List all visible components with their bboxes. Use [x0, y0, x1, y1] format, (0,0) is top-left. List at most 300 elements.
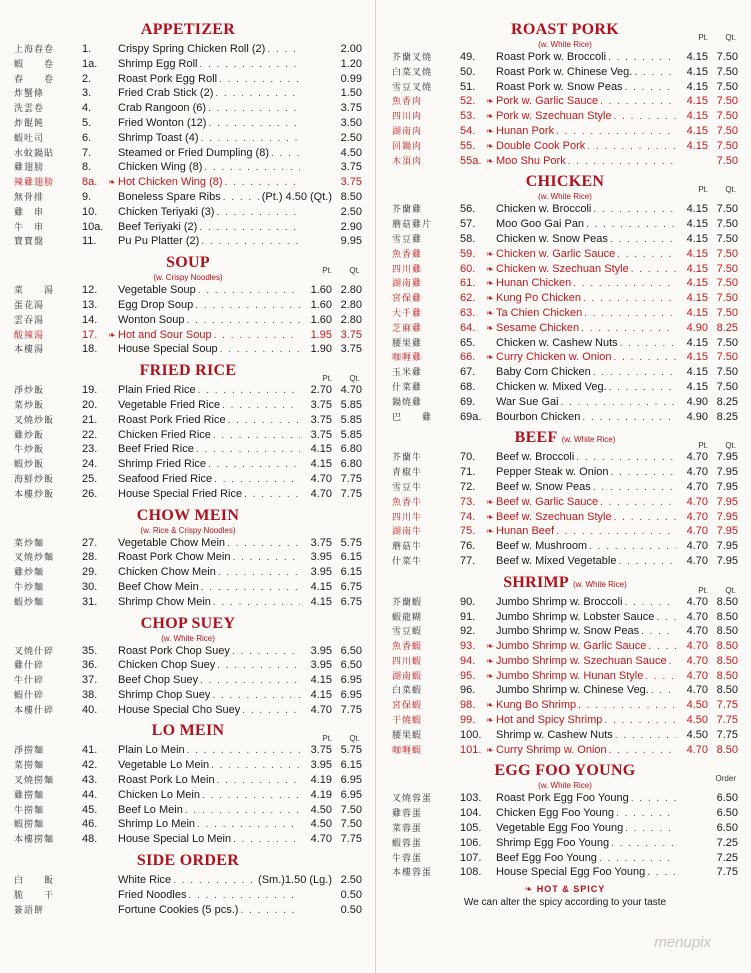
- menu-item[interactable]: [14, 743, 362, 758]
- item-name: Chicken Wing (8): [118, 161, 203, 174]
- column-labels: [708, 774, 736, 783]
- menu-item[interactable]: [14, 116, 362, 131]
- item-name: Pork w. Garlic Sauce: [496, 95, 599, 108]
- item-price: 6.50: [716, 807, 738, 820]
- menu-item[interactable]: [14, 658, 362, 673]
- item-price-pint: 4.70: [686, 625, 708, 638]
- menu-item[interactable]: [392, 669, 738, 684]
- item-chinese-name: 芥蘭雞: [392, 205, 423, 216]
- leader-dots: [581, 322, 676, 337]
- leader-dots: [625, 596, 676, 611]
- item-chinese-name: 巴 雞: [392, 412, 433, 423]
- item-price-pint: 4.70: [310, 487, 332, 500]
- item-price: 5.85: [340, 413, 362, 426]
- item-number: 11.: [82, 235, 97, 248]
- leader-dots: [620, 337, 676, 352]
- menu-item[interactable]: [14, 788, 362, 803]
- column-labels: [304, 266, 360, 275]
- menu-item[interactable]: [14, 328, 362, 343]
- item-price: 9.95: [340, 235, 362, 248]
- item-price: 6.95: [340, 674, 362, 687]
- item-price: 0.50: [340, 888, 362, 901]
- item-chinese-name: 雪豆雞: [392, 234, 423, 245]
- leader-dots: [609, 381, 676, 396]
- item-price: 7.50: [716, 247, 738, 260]
- section-subtitle: (w. White Rice): [538, 781, 592, 791]
- menu-item[interactable]: [392, 480, 738, 495]
- item-number: 53.: [460, 110, 476, 123]
- item-number: 71.: [460, 466, 476, 479]
- item-chinese-name: 湖南蝦: [392, 671, 423, 682]
- item-name: Plain Lo Mein: [118, 744, 185, 757]
- item-number: 58.: [460, 232, 476, 245]
- menu-item[interactable]: [392, 821, 738, 836]
- item-chinese-name: 洗雲卷: [14, 104, 45, 115]
- item-name: Crispy Spring Chicken Roll (2): [118, 43, 266, 55]
- item-price: 7.50: [716, 262, 738, 275]
- menu-item[interactable]: [14, 283, 362, 298]
- item-chinese-name: 本樓撈麵: [14, 835, 55, 846]
- menu-item[interactable]: [14, 817, 362, 832]
- leader-dots: [212, 689, 300, 704]
- pepper-icon: ❧: [108, 329, 116, 340]
- leader-dots: [244, 488, 300, 503]
- item-price-pint: 1.60: [310, 313, 332, 326]
- item-name: Chicken w. Szechuan Style: [496, 262, 629, 275]
- menu-item[interactable]: [14, 175, 362, 190]
- menu-item[interactable]: [14, 101, 362, 116]
- item-name: Jumbo Shrimp w. Szechuan Sauce: [496, 654, 667, 667]
- item-chinese-name: 白 飯: [14, 876, 55, 887]
- menu-item[interactable]: [14, 86, 362, 101]
- column-labels: [680, 33, 736, 42]
- item-price: 7.95: [716, 510, 738, 523]
- menu-item[interactable]: [392, 654, 738, 669]
- menu-item[interactable]: [392, 336, 738, 351]
- menu-item[interactable]: [14, 688, 362, 703]
- item-name: Roast Pork Egg Foo Young: [496, 792, 629, 805]
- menu-item[interactable]: [392, 639, 738, 654]
- item-chinese-name: 蝦什碎: [14, 690, 45, 701]
- item-name: Pu Pu Platter (2): [118, 235, 200, 248]
- menu-item[interactable]: [392, 65, 738, 80]
- item-number: 42.: [82, 759, 98, 772]
- item-number: 69.: [460, 395, 476, 408]
- item-price: 7.95: [716, 554, 738, 567]
- menu-item[interactable]: [14, 472, 362, 487]
- leader-dots: [204, 161, 300, 176]
- menu-item[interactable]: [392, 139, 738, 154]
- menu-item[interactable]: [392, 624, 738, 639]
- item-price: 7.95: [716, 525, 738, 538]
- hot-spicy-legend: [392, 884, 738, 895]
- pepper-icon: ❧: [486, 263, 494, 274]
- menu-item[interactable]: [14, 773, 362, 788]
- item-price: 1.20: [340, 57, 362, 70]
- item-number: 35.: [82, 644, 98, 657]
- item-price-pint: 4.15: [686, 277, 708, 290]
- leader-dots: [656, 611, 676, 626]
- menu-item[interactable]: [14, 146, 362, 161]
- menu-item[interactable]: [14, 234, 362, 249]
- item-name: Beef Egg Foo Young: [496, 851, 597, 864]
- item-price-pint: 4.15: [310, 458, 332, 471]
- menu-item[interactable]: [392, 713, 738, 728]
- menu-item[interactable]: [392, 291, 738, 306]
- item-name: Beef w. Snow Peas: [496, 480, 591, 493]
- item-name: Bourbon Chicken: [496, 410, 581, 423]
- menu-item[interactable]: [14, 57, 362, 72]
- menu-item[interactable]: [392, 836, 738, 851]
- menu-item[interactable]: [14, 72, 362, 87]
- item-name: Beef w. Mixed Vegetable: [496, 554, 617, 567]
- menu-item[interactable]: [392, 410, 738, 425]
- item-price-pint: 4.15: [686, 262, 708, 275]
- item-chinese-name: 蘑菇牛: [392, 542, 423, 553]
- leader-dots: [576, 451, 676, 466]
- item-price-pint: 4.70: [686, 480, 708, 493]
- menu-item[interactable]: [392, 554, 738, 569]
- menu-item[interactable]: [14, 803, 362, 818]
- item-chinese-name: 白菜蝦: [392, 686, 423, 697]
- item-name: Curry Chicken w. Onion: [496, 351, 612, 364]
- item-price: 7.75: [716, 714, 738, 727]
- item-number: 93.: [460, 640, 476, 653]
- menu-item[interactable]: [392, 124, 738, 139]
- item-price: 6.80: [340, 458, 362, 471]
- column-label: Pt.: [322, 734, 332, 744]
- menu-item[interactable]: [392, 365, 738, 380]
- leader-dots: [208, 117, 300, 132]
- item-name: Hot and Sour Soup: [118, 328, 212, 341]
- item-price: 6.15: [340, 566, 362, 579]
- item-number: 19.: [82, 384, 98, 397]
- item-price: 4.70: [340, 384, 362, 397]
- leader-dots: [199, 221, 300, 236]
- leader-dots: [233, 833, 300, 848]
- leader-dots: [609, 744, 676, 759]
- menu-item[interactable]: [14, 888, 362, 903]
- item-number: 66.: [460, 351, 476, 364]
- item-price: 7.95: [716, 480, 738, 493]
- menu-item[interactable]: [14, 342, 362, 357]
- menu-item[interactable]: [14, 832, 362, 847]
- menu-item[interactable]: [392, 306, 738, 321]
- item-price-pint: 4.70: [686, 554, 708, 567]
- leader-dots: [600, 496, 676, 511]
- item-name: Moo Shu Pork: [496, 154, 566, 167]
- menu-section-roast-pork: [392, 20, 738, 168]
- item-number: 43.: [82, 774, 98, 787]
- item-name: Hunan Chicken: [496, 277, 572, 290]
- section-header: [392, 761, 738, 783]
- leader-dots: [586, 218, 676, 233]
- item-price: 3.75: [340, 328, 362, 341]
- leader-dots: [573, 277, 676, 292]
- item-name: Vegetable Lo Mein: [118, 759, 210, 772]
- item-number: 41.: [82, 744, 98, 757]
- menu-item[interactable]: [14, 428, 362, 443]
- item-price: 3.75: [340, 102, 362, 115]
- leader-dots: [648, 640, 676, 655]
- item-number: 107.: [460, 851, 482, 864]
- menu-item[interactable]: [14, 595, 362, 610]
- menu-item[interactable]: [14, 487, 362, 502]
- menu-item[interactable]: [392, 743, 738, 758]
- item-name: Wonton Soup: [118, 313, 185, 326]
- item-price: 3.75: [340, 161, 362, 174]
- menu-item[interactable]: [392, 109, 738, 124]
- leader-dots: [561, 396, 676, 411]
- menu-item[interactable]: [392, 450, 738, 465]
- item-price-pint: 4.15: [686, 292, 708, 305]
- item-name: Baby Corn Chicken: [496, 366, 591, 379]
- item-chinese-name: 叉燒撈麵: [14, 776, 55, 787]
- leader-dots: [608, 51, 676, 66]
- item-price-pint: 4.15: [686, 336, 708, 349]
- menu-item[interactable]: [392, 683, 738, 698]
- item-name: Shrimp Toast (4): [118, 131, 199, 144]
- item-name: Chicken Fried Rice: [118, 428, 211, 441]
- menu-item[interactable]: [392, 321, 738, 336]
- item-price: 8.50: [716, 654, 738, 667]
- item-price: 7.75: [716, 866, 738, 879]
- item-number: 96.: [460, 684, 476, 697]
- menu-item[interactable]: [14, 565, 362, 580]
- menu-item[interactable]: [392, 595, 738, 610]
- leader-dots: [589, 540, 676, 555]
- item-price-pint: 4.70: [686, 466, 708, 479]
- item-chinese-name: 蘑菇雞片: [392, 220, 433, 231]
- section-title: CHICKEN: [525, 173, 605, 191]
- menu-item[interactable]: [392, 50, 738, 65]
- leader-dots: [587, 140, 676, 155]
- item-chinese-name: 本樓蓉蛋: [392, 868, 433, 879]
- item-price: 2.50: [340, 131, 362, 144]
- item-chinese-name: 四川雞: [392, 264, 423, 275]
- item-price-pint: 3.95: [310, 659, 332, 672]
- item-name: Chicken w. Mixed Veg.: [496, 380, 607, 393]
- menu-item[interactable]: [14, 703, 362, 718]
- item-price: 8.25: [716, 410, 738, 423]
- item-name: House Special Soup: [118, 343, 218, 356]
- item-chinese-name: 菜撈麵: [14, 761, 45, 772]
- item-price: 7.50: [716, 366, 738, 379]
- item-price: 7.75: [340, 833, 362, 846]
- leader-dots: [615, 729, 676, 744]
- menu-item[interactable]: [14, 550, 362, 565]
- menu-item[interactable]: [392, 610, 738, 625]
- item-name: Jumbo Shrimp w. Snow Peas: [496, 625, 640, 638]
- item-price-pint: 4.19: [310, 774, 332, 787]
- menu-item[interactable]: [14, 313, 362, 328]
- menu-section-chow-mein: [14, 506, 362, 610]
- menu-item[interactable]: [14, 398, 362, 413]
- leader-dots: [556, 125, 676, 140]
- item-price-pint: 4.70: [686, 640, 708, 653]
- item-chinese-name: 芥蘭叉燒: [392, 53, 433, 63]
- item-price: 7.75: [716, 699, 738, 712]
- item-number: 101.: [460, 743, 482, 756]
- menu-item[interactable]: [14, 644, 362, 659]
- item-chinese-name: 雞 串: [14, 207, 45, 218]
- section-title: LO MEIN: [151, 722, 225, 740]
- leader-dots: [617, 248, 676, 263]
- item-name: Curry Shrimp w. Onion: [496, 743, 607, 756]
- item-chinese-name: 魚香蝦: [392, 642, 423, 653]
- menu-item[interactable]: [392, 262, 738, 277]
- leader-dots: [240, 904, 300, 919]
- menu-item[interactable]: [14, 536, 362, 551]
- menu-item[interactable]: [14, 42, 362, 57]
- menu-item[interactable]: [14, 298, 362, 313]
- item-price-pint: 4.15: [686, 306, 708, 319]
- menu-item[interactable]: [392, 495, 738, 510]
- item-chinese-name: 菜蓉蛋: [392, 824, 423, 835]
- menu-item[interactable]: [392, 232, 738, 247]
- leader-dots: [593, 481, 676, 496]
- menu-item[interactable]: [392, 510, 738, 525]
- item-chinese-name: 蝦炒飯: [14, 460, 45, 471]
- item-name: Shrimp Chow Mein: [118, 595, 211, 608]
- item-chinese-name: 湖南雞: [392, 279, 423, 290]
- menu-item[interactable]: [392, 276, 738, 291]
- item-number: 10.: [82, 205, 98, 218]
- item-number: 45.: [82, 803, 98, 816]
- menu-item[interactable]: [14, 903, 362, 918]
- item-price-pint: 4.15: [310, 688, 332, 701]
- item-price: 8.50: [716, 640, 738, 653]
- item-number: 8a.: [82, 176, 98, 189]
- leader-dots: [611, 466, 676, 481]
- item-chinese-name: 魚香牛: [392, 497, 423, 508]
- item-number: 51.: [460, 80, 476, 93]
- item-name: Roast Pork Fried Rice: [118, 413, 226, 426]
- item-price: 6.95: [340, 688, 362, 701]
- menu-item[interactable]: [14, 190, 362, 205]
- item-size-label: (Sm.)1.50 (Lg.): [258, 874, 332, 887]
- column-label: Pt.: [698, 33, 708, 42]
- item-price-pint: 4.15: [686, 110, 708, 123]
- column-label: Pt.: [698, 441, 708, 451]
- item-price-pint: 4.90: [686, 321, 708, 334]
- menu-item[interactable]: [392, 865, 738, 880]
- menu-item[interactable]: [14, 160, 362, 175]
- item-number: 25.: [82, 472, 98, 485]
- item-number: 75.: [460, 525, 476, 538]
- menu-item[interactable]: [14, 383, 362, 398]
- menu-item[interactable]: [392, 217, 738, 232]
- item-price: 7.95: [716, 540, 738, 553]
- item-price-pint: 4.15: [686, 351, 708, 364]
- item-price: 8.50: [716, 595, 738, 608]
- column-divider: [375, 0, 376, 973]
- item-price-pint: 4.15: [686, 366, 708, 379]
- menu-item[interactable]: [392, 154, 738, 169]
- menu-item[interactable]: [392, 395, 738, 410]
- menu-item[interactable]: [392, 851, 738, 866]
- item-name: Chicken Chop Suey: [118, 659, 216, 672]
- item-name: Beef Chop Suey: [118, 674, 199, 687]
- menu-item[interactable]: [14, 873, 362, 888]
- leader-dots: [195, 299, 300, 314]
- menu-item[interactable]: [392, 524, 738, 539]
- pepper-icon: ❧: [486, 96, 494, 107]
- item-size-label: (Pt.) 4.50 (Qt.): [261, 190, 332, 203]
- menu-item[interactable]: [392, 80, 738, 95]
- menu-item[interactable]: [392, 247, 738, 262]
- menu-item[interactable]: [392, 465, 738, 480]
- item-number: 56.: [460, 203, 476, 216]
- item-price: 2.80: [340, 313, 362, 326]
- item-chinese-name: 什菜雞: [392, 382, 423, 393]
- item-number: 26.: [82, 487, 98, 500]
- item-name: Beef w. Szechuan Style: [496, 510, 612, 523]
- column-label: Qt.: [349, 374, 360, 384]
- item-name: Jumbo Shrimp w. Hunan Style: [496, 669, 644, 682]
- leader-dots: [634, 66, 676, 81]
- menu-item[interactable]: [14, 457, 362, 472]
- menu-item[interactable]: [14, 673, 362, 688]
- item-price: 8.50: [716, 743, 738, 756]
- menu-item[interactable]: [14, 220, 362, 235]
- menu-item[interactable]: [392, 350, 738, 365]
- menu-item[interactable]: [392, 380, 738, 395]
- item-chinese-name: 辣雞翅膀: [14, 178, 55, 189]
- item-name: Roast Pork w. Broccoli: [496, 51, 607, 63]
- menu-item[interactable]: [392, 202, 738, 217]
- item-price-pint: 4.70: [686, 525, 708, 538]
- item-name: Vegetable Chow Mein: [118, 536, 226, 549]
- menu-item[interactable]: [14, 758, 362, 773]
- pepper-icon: ❧: [486, 111, 494, 122]
- item-number: 105.: [460, 822, 482, 835]
- leader-dots: [631, 792, 676, 807]
- item-chinese-name: 魚香雞: [392, 249, 423, 260]
- leader-dots: [217, 659, 300, 674]
- menu-item[interactable]: [392, 94, 738, 109]
- menu-item[interactable]: [14, 442, 362, 457]
- menu-item[interactable]: [392, 728, 738, 743]
- leader-dots: [593, 203, 676, 218]
- item-price-pint: 4.70: [686, 451, 708, 464]
- menu-item[interactable]: [392, 791, 738, 806]
- item-name: Crab Rangoon (6): [118, 102, 207, 115]
- menu-item[interactable]: [392, 698, 738, 713]
- menu-item[interactable]: [14, 580, 362, 595]
- leader-dots: [611, 837, 676, 852]
- item-number: 60.: [460, 262, 476, 275]
- item-price-pint: 4.70: [686, 743, 708, 756]
- menu-item[interactable]: [392, 806, 738, 821]
- item-number: 54.: [460, 124, 476, 137]
- item-number: 23.: [82, 443, 98, 456]
- pepper-icon: ❧: [486, 641, 494, 652]
- menu-item[interactable]: [14, 205, 362, 220]
- item-number: 31.: [82, 595, 98, 608]
- item-price: 7.50: [716, 218, 738, 231]
- item-number: 50.: [460, 65, 476, 78]
- item-chinese-name: 雞翅膀: [14, 163, 45, 174]
- menu-item[interactable]: [392, 539, 738, 554]
- menu-item[interactable]: [14, 131, 362, 146]
- leader-dots: [219, 73, 300, 88]
- menu-item[interactable]: [14, 413, 362, 428]
- item-price-pint: 4.50: [310, 803, 332, 816]
- item-price: 6.50: [716, 792, 738, 805]
- item-name: Roast Pork w. Snow Peas: [496, 80, 623, 93]
- item-number: 1a.: [82, 57, 98, 70]
